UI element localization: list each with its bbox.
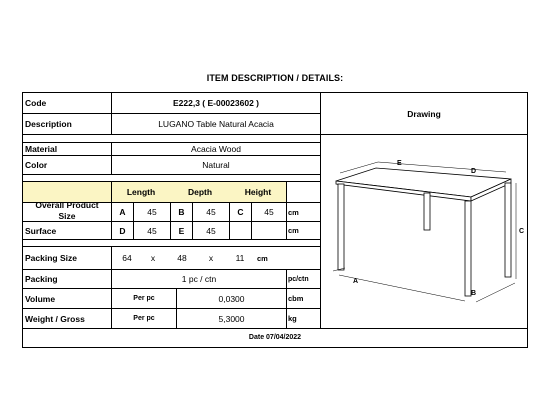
volume-value: 0,0300 [218, 293, 245, 304]
depth-header: Depth [187, 187, 213, 197]
d-value: 45 [147, 225, 157, 236]
packing-size-length: 64 [122, 253, 132, 263]
drawing-label-b: B [471, 290, 477, 297]
volume-per: Per pc [133, 295, 155, 302]
volume-label: Volume [25, 293, 56, 304]
surface-label: Surface [25, 225, 57, 236]
description-label: Description [25, 119, 72, 129]
color-value: Natural [202, 160, 230, 170]
e-value: 45 [206, 225, 216, 236]
document-title: ITEM DESCRIPTION / DETAILS: [206, 73, 344, 83]
packing-size-height: 11 [235, 253, 245, 263]
c-key: C [237, 207, 244, 217]
packing-unit: pc/ctn [288, 275, 309, 283]
c-value: 45 [264, 207, 274, 217]
details-sheet [22, 92, 528, 348]
weight-per: Per pc [133, 315, 155, 322]
drawing-title: Drawing [407, 108, 441, 119]
table-drawing [321, 135, 527, 327]
packing-size-unit: cm [257, 253, 268, 263]
color-label: Color [25, 160, 48, 170]
description-value: LUGANO Table Natural Acacia [158, 119, 274, 129]
d-key: D [119, 225, 126, 236]
overall-unit: cm [288, 207, 299, 217]
drawing-label-c: C [519, 228, 525, 235]
length-header: Length [126, 187, 156, 197]
e-key: E [178, 225, 185, 236]
weight-unit: kg [288, 314, 297, 323]
a-key: A [119, 207, 126, 217]
weight-label: Weight / Gross [25, 313, 85, 324]
material-value: Acacia Wood [191, 144, 241, 154]
packing-size-x2: x [208, 253, 214, 263]
overall-size-label: Overall Product Size [35, 199, 99, 221]
code-value: E222,3 ( E-00023602 ) [172, 98, 259, 108]
height-header: Height [244, 187, 272, 197]
material-label: Material [25, 144, 58, 154]
packing-label: Packing [25, 274, 58, 284]
packing-size-width: 48 [177, 253, 187, 263]
packing-value: 1 pc / ctn [181, 274, 217, 284]
code-label: Code [25, 98, 47, 108]
volume-unit: cbm [288, 294, 304, 303]
date-footer: Date 07/04/2022 [248, 333, 302, 341]
drawing-label-d: D [471, 168, 477, 175]
b-value: 45 [206, 207, 216, 217]
surface-unit: cm [288, 226, 299, 235]
b-key: B [178, 207, 185, 217]
drawing-label-a: A [353, 278, 359, 285]
drawing-label-e: E [397, 160, 402, 167]
weight-value: 5,3000 [218, 313, 245, 324]
a-value: 45 [147, 207, 157, 217]
packing-size-x1: x [150, 253, 156, 263]
packing-size-label: Packing Size [25, 253, 77, 263]
